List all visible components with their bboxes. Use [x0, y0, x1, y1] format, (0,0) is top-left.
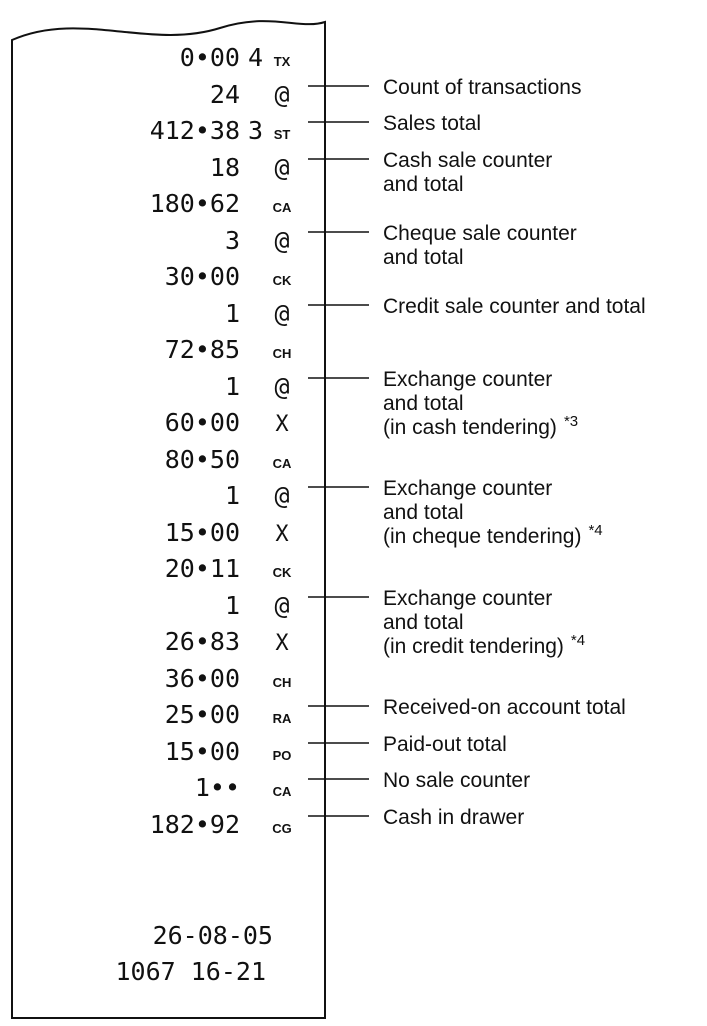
receipt-symbol: @ — [274, 372, 290, 401]
annotation-text: Exchange counter — [383, 368, 553, 391]
receipt-amount: 25•00 — [164, 700, 240, 729]
footnote-marker: *3 — [563, 413, 579, 430]
annotation-text: Sales total — [383, 112, 482, 135]
annotation-text: and total — [383, 501, 464, 524]
annotation-text: Paid-out total — [383, 733, 507, 756]
receipt-symbol: PO — [272, 748, 292, 763]
annotation — [308, 149, 552, 196]
annotation — [308, 696, 626, 719]
receipt-symbol: @ — [274, 299, 290, 328]
annotation-text: and total — [383, 611, 464, 634]
receipt-amount: 1 — [224, 299, 240, 328]
annotation — [308, 806, 524, 829]
annotation-text: Cash in drawer — [383, 806, 525, 829]
annotation-text: Cash sale counter — [383, 149, 553, 172]
annotation-text: No sale counter — [383, 769, 531, 792]
annotation-text: and total — [383, 173, 464, 196]
annotation-text: (in credit tendering) — [383, 635, 564, 658]
receipt-symbol: @ — [274, 591, 290, 620]
annotation — [308, 587, 585, 658]
annotation — [308, 477, 603, 548]
receipt-symbol: TX — [273, 54, 291, 69]
receipt-symbol: @ — [274, 80, 290, 109]
annotation-text: Cheque sale counter — [383, 222, 577, 245]
receipt-symbol: CA — [272, 200, 292, 215]
receipt-symbol: @ — [274, 153, 290, 182]
annotation — [308, 112, 481, 135]
receipt-amount: 1 — [224, 481, 240, 510]
annotation — [308, 733, 507, 756]
receipt-amount: 36•00 — [164, 664, 240, 693]
receipt-date: 26-08-05 — [152, 921, 273, 950]
annotation-text: (in cheque tendering) — [383, 525, 582, 548]
annotation-text: Credit sale counter and total — [383, 295, 646, 318]
receipt-symbol: @ — [274, 481, 290, 510]
receipt-amount: 72•85 — [164, 335, 240, 364]
receipt-symbol: CA — [272, 456, 292, 471]
receipt-amount: 15•00 — [164, 737, 240, 766]
receipt-amount: 182•92 — [149, 810, 240, 839]
receipt-symbol: ST — [273, 127, 291, 142]
receipt-amount: 26•83 — [164, 627, 240, 656]
receipt-id-time: 1067 16-21 — [115, 957, 266, 986]
receipt-amount: 20•11 — [164, 554, 240, 583]
receipt-amount: 180•62 — [149, 189, 240, 218]
annotation — [308, 222, 577, 269]
annotation — [308, 295, 646, 318]
receipt-amount: 1•• — [194, 773, 240, 802]
footnote-marker: *4 — [588, 522, 603, 539]
receipt-symbol: X — [275, 412, 289, 437]
annotation-text: and total — [383, 246, 464, 269]
annotation-text: Count of transactions — [383, 76, 582, 99]
annotation-text: Received-on account total — [383, 696, 626, 719]
annotation — [308, 769, 530, 792]
receipt-symbol: CA — [272, 784, 292, 799]
receipt-symbol: X — [275, 631, 289, 656]
annotation — [308, 368, 578, 439]
receipt-symbol: CK — [272, 565, 292, 580]
receipt-amount: 30•00 — [164, 262, 240, 291]
receipt-symbol: CH — [272, 675, 292, 690]
receipt-amount: 24 — [209, 80, 240, 109]
receipt-symbol: CG — [272, 821, 292, 836]
receipt-amount: 3 — [224, 226, 240, 255]
receipt-amount: 18 — [209, 153, 240, 182]
receipt-symbol: X — [275, 522, 289, 547]
receipt-symbol: RA — [272, 711, 292, 726]
receipt-amount: 0•00 — [179, 43, 240, 72]
annotation — [308, 76, 581, 99]
receipt-symbol: CH — [272, 346, 292, 361]
receipt-amount: 60•00 — [164, 408, 240, 437]
receipt-code: 3 — [247, 116, 263, 145]
receipt-code: 4 — [247, 43, 263, 72]
receipt-amount: 15•00 — [164, 518, 240, 547]
annotation-text: (in cash tendering) — [383, 416, 557, 439]
annotation-text: and total — [383, 392, 464, 415]
receipt-symbol: @ — [274, 226, 290, 255]
receipt-amount: 80•50 — [164, 445, 240, 474]
receipt-amount: 1 — [224, 591, 240, 620]
annotation-text: Exchange counter — [383, 587, 553, 610]
receipt-amount: 412•38 — [149, 116, 240, 145]
footnote-marker: *4 — [570, 632, 586, 649]
receipt-symbol: CK — [272, 273, 292, 288]
annotation-text: Exchange counter — [383, 477, 553, 500]
receipt-amount: 1 — [224, 372, 240, 401]
